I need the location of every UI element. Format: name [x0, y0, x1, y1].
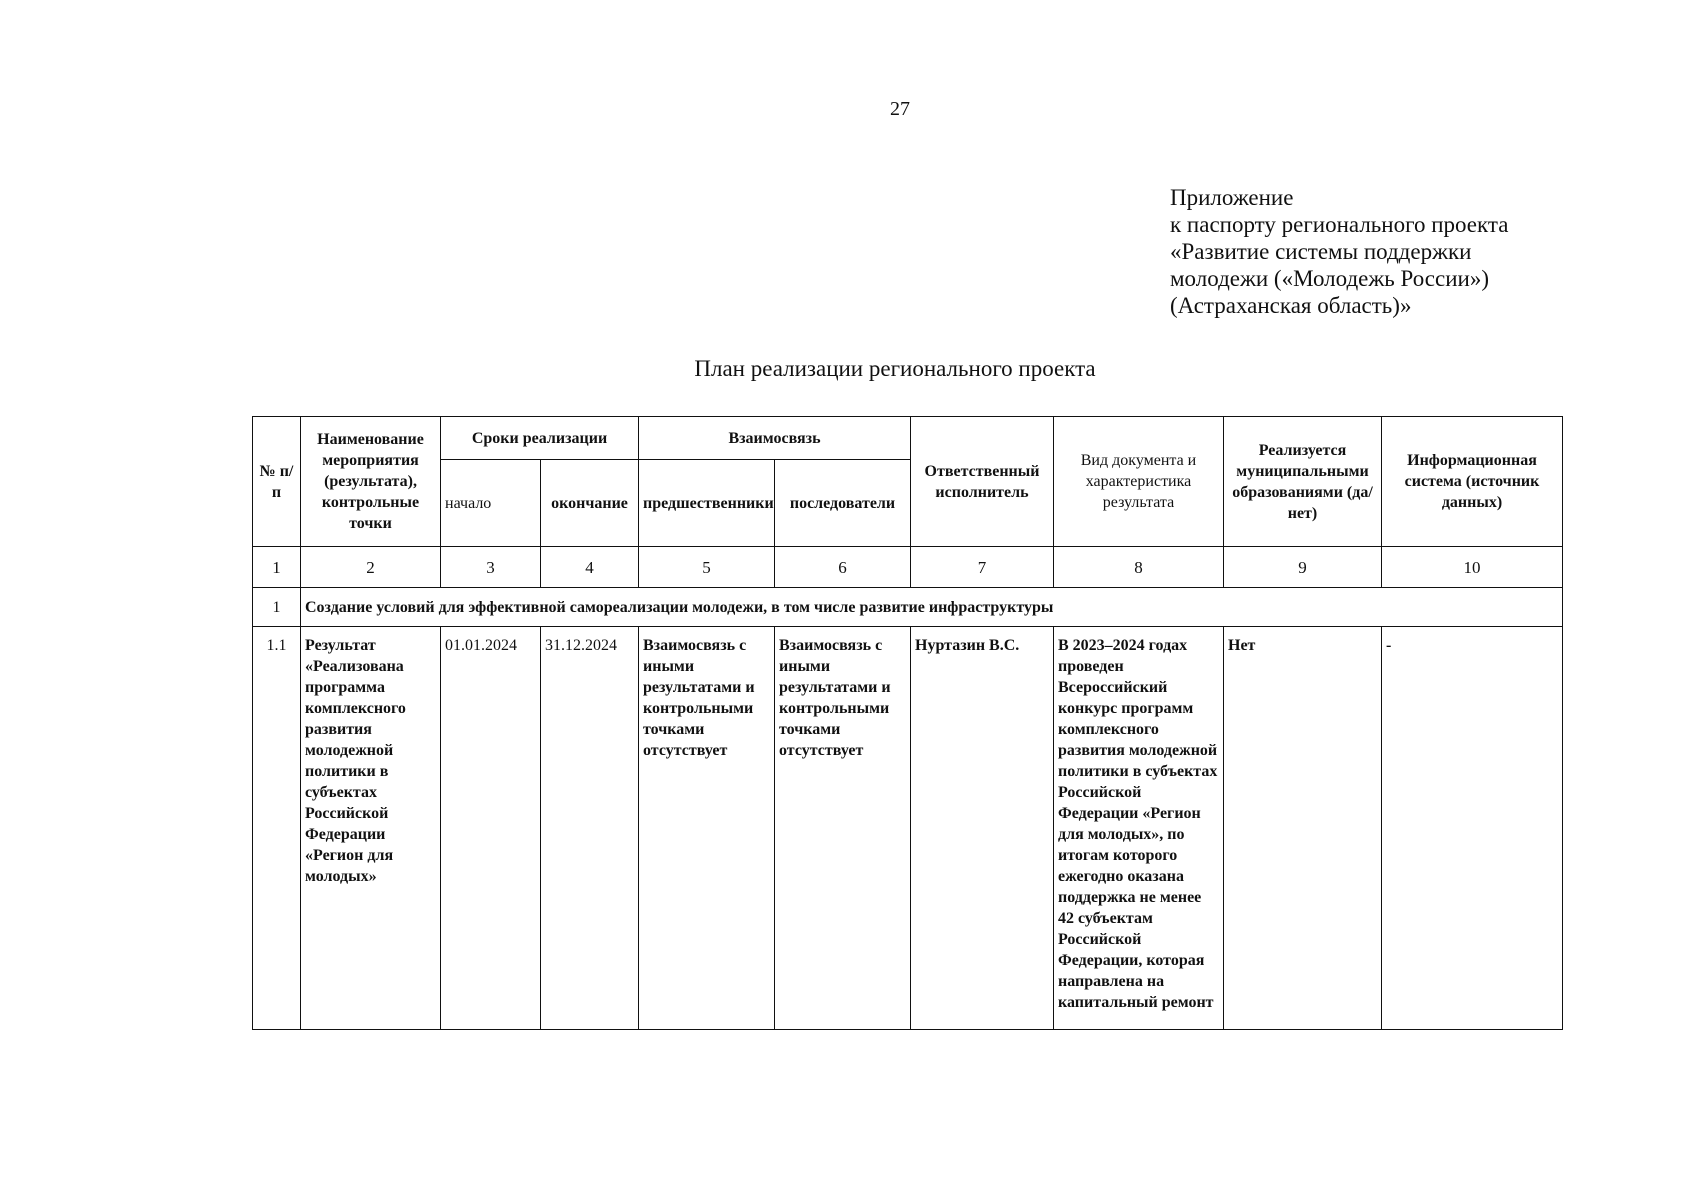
- header-responsible: Ответственный исполнитель: [911, 417, 1054, 547]
- column-number: 8: [1054, 547, 1224, 588]
- column-number: 5: [639, 547, 775, 588]
- column-number-row: [253, 547, 1563, 588]
- column-number: 1: [253, 547, 301, 588]
- column-number: 3: [441, 547, 541, 588]
- row-name: Результат «Реализована программа комплексного развития молодежной политики в субъектах Российской Федерации «Регион для молодых»: [301, 627, 441, 1030]
- header-link-predecessors: предшественники: [639, 460, 775, 547]
- row-number: 1.1: [253, 627, 301, 1030]
- column-number: 9: [1224, 547, 1382, 588]
- row-responsible: Нуртазин В.С.: [911, 627, 1054, 1030]
- header-num: № п/п: [253, 417, 301, 547]
- plan-table: [252, 416, 1563, 1030]
- page-number: 27: [890, 98, 910, 120]
- section-number: 1: [253, 588, 301, 627]
- section-title: Создание условий для эффективной самореализации молодежи, в том числе развитие инфраструктуры: [301, 588, 1563, 627]
- row-successors: Взаимосвязь с иными результатами и контрольными точками отсутствует: [775, 627, 911, 1030]
- section-row: [253, 588, 1563, 627]
- column-number: 4: [541, 547, 639, 588]
- header-terms-end: окончание: [541, 460, 639, 547]
- header-doc-type: Вид документа и характеристика результата: [1054, 417, 1224, 547]
- table-row: [253, 627, 1563, 1030]
- column-number: 6: [775, 547, 911, 588]
- column-number: 7: [911, 547, 1054, 588]
- row-start-date: 01.01.2024: [441, 627, 541, 1030]
- appendix-line: молодежи («Молодежь России»): [1170, 266, 1490, 291]
- header-link: Взаимосвязь: [639, 417, 911, 460]
- row-info-system: -: [1382, 627, 1563, 1030]
- header-terms-start: начало: [441, 460, 541, 547]
- row-end-date: 31.12.2024: [541, 627, 639, 1030]
- appendix-line: Приложение: [1170, 185, 1294, 210]
- appendix-header: [1170, 184, 1508, 319]
- column-number: 10: [1382, 547, 1563, 588]
- appendix-line: «Развитие системы поддержки: [1170, 239, 1472, 264]
- table-header: [253, 417, 1563, 547]
- header-terms: Сроки реализации: [441, 417, 639, 460]
- appendix-line: к паспорту регионального проекта: [1170, 212, 1509, 237]
- row-predecessors: Взаимосвязь с иными результатами и контрольными точками отсутствует: [639, 627, 775, 1030]
- header-info-system: Информационная система (источник данных): [1382, 417, 1563, 547]
- row-doc-type: В 2023–2024 годах проведен Всероссийский конкурс программ комплексного развития молодежной политики в субъектах Российской Федерации «Регион для молодых», по итогам которого ежегодно оказана поддержка не менее 42 субъектам Российской Федерации, которая направлена на капитальный ремонт: [1054, 627, 1224, 1030]
- row-municipal: Нет: [1224, 627, 1382, 1030]
- plan-title: План реализации регионального проекта: [694, 356, 1096, 381]
- header-link-successors: последователи: [775, 460, 911, 547]
- column-number: 2: [301, 547, 441, 588]
- appendix-line: (Астраханская область)»: [1170, 293, 1412, 318]
- header-name: Наименование мероприятия (результата), контрольные точки: [301, 417, 441, 547]
- header-municipal: Реализуется муниципальными образованиями (да/ нет): [1224, 417, 1382, 547]
